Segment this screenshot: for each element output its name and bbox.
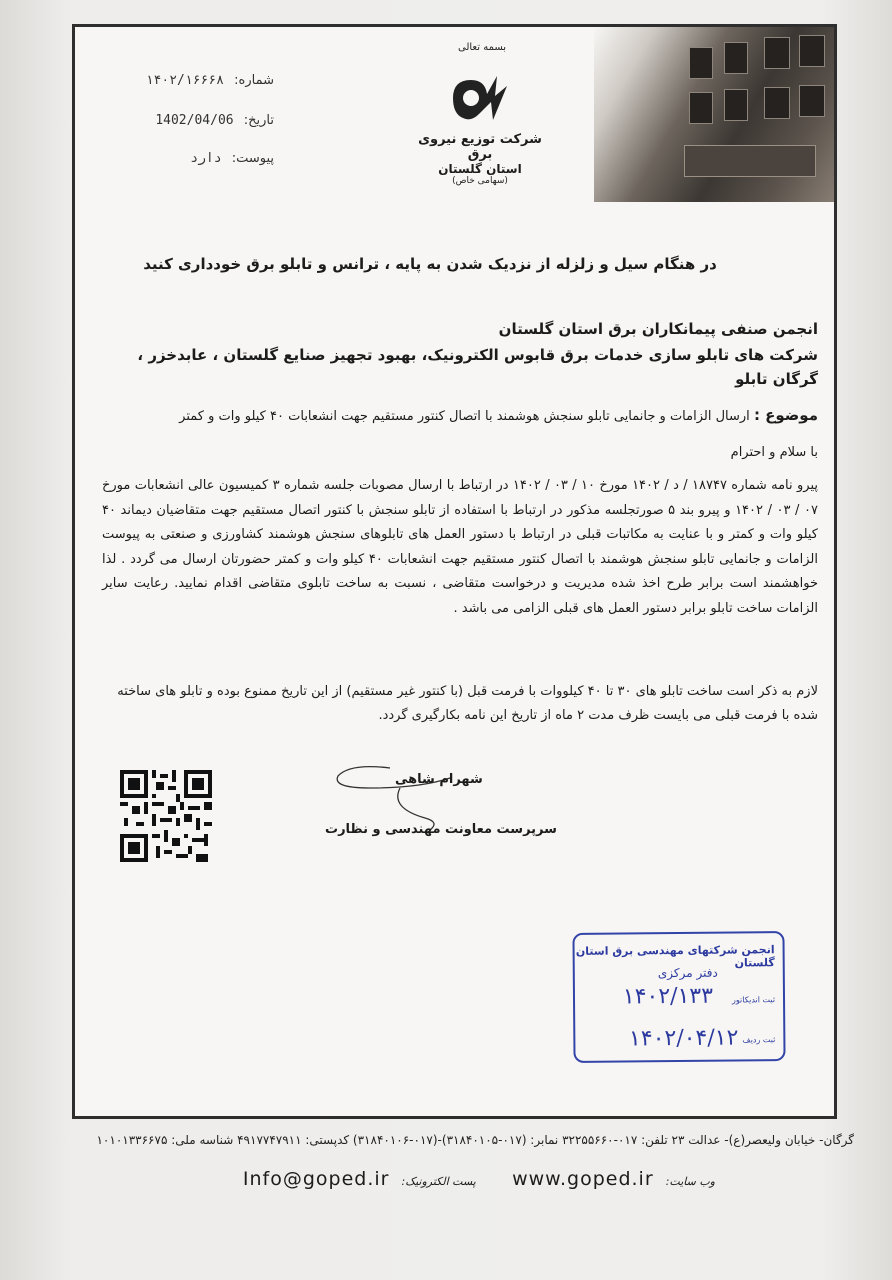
footer-web <box>215 1168 715 1190</box>
letter-number <box>146 73 274 88</box>
email-link[interactable]: Info@goped.ir <box>242 1168 390 1190</box>
stamp-org: انجمن شرکتهای مهندسی برق استان گلستان <box>575 943 775 970</box>
number-value: ۱۴۰۲/۱۶۶۶۸ <box>145 73 225 88</box>
lightning-logo-icon <box>445 68 515 128</box>
company-logo <box>405 42 555 186</box>
logo-top-text: بسمه تعالی <box>458 42 507 53</box>
safety-warning: در هنگام سیل و زلزله از نزدیک شدن به پایه ، ترانس و تابلو برق خودداری کنید <box>143 255 717 273</box>
company-province: استان گلستان <box>438 162 522 176</box>
subject <box>108 406 818 424</box>
letter-note: لازم به ذکر است ساخت تابلو های ۳۰ تا ۴۰ کیلووات با فرمت قبل (با کنتور غیر مستقیم) از این تاریخ ممنوع بوده و تابلو های ساخته شده با فرمت قبلی می بایست ظرف مدت ۲ ماه از تاریخ این نامه بکارگیری گردد. <box>117 684 818 723</box>
stamp-reg-date: ۱۴۰۲/۰۴/۱۲ <box>628 1025 739 1052</box>
greeting: با سلام و احترام <box>730 445 818 460</box>
website-label: وب سایت: <box>665 1175 715 1188</box>
attachment-value: دارد <box>190 151 222 166</box>
website-link[interactable]: www.goped.ir <box>512 1168 654 1190</box>
company-name: شرکت توزیع نیروی برق <box>418 132 542 162</box>
date-value: 1402/04/06 <box>155 113 234 128</box>
qr-code <box>120 770 212 862</box>
recipient-line-2: شرکت های تابلو سازی خدمات برق قابوس الکترونیک، بهبود تجهیز صنایع گلستان ، عابدخزر ، گرگان تابلو <box>137 346 818 388</box>
recipient-line-1: انجمن صنفی پیمانکاران برق استان گلستان <box>498 320 818 338</box>
stamp-office: دفتر مرکزی <box>657 965 718 981</box>
stamp-reg-number-label: ثبت اندیکاتور <box>731 995 776 1005</box>
number-label: شماره: <box>234 73 274 88</box>
building-photo <box>594 27 834 202</box>
stamp-reg-number: ۱۴۰۲/۱۳۳ <box>622 983 714 1010</box>
email-label: پست الکترونیک: <box>401 1175 476 1188</box>
body-paragraph: پیرو نامه شماره ۱۸۷۴۷ / د / ۱۴۰۲ مورخ ۱۰ / ۰۳ / ۱۴۰۲ در ارتباط با ارسال مصوبات جلسه شماره ۳ کمیسیون عالی انشعابات مورخ ۰۷ / ۰۳ / ۱۴۰۲ و پیرو بند ۵ صورتجلسه مذکور در ارتباط با استفاده از تابلو سنجش با کنتور اتصال مستقیم جهت متقاضیان دیماند ۴۰ کیلو وات و کمتر و با عنایت به مکاتبات قبلی در ارتباط با دستور العمل های تابلوهای سنجش هوشمند کشاورزی و صنعتی به پیوست الزامات و جانمایی تابلو سنجش هوشمند با اتصال کنتور مستقیم جهت انشعابات ۴۰ کیلو وات و کمتر حضورتان ارسال می گردد . لذا خواهشمند است برابر طرح اخذ شده مدیریت و درخواست متقاضی ، نسبت به ساخت تابلوی متقاضی اقدام نمایید. رعایت سایر الزامات ساخت تابلو برابر دستور العمل های قبلی الزامی می باشد . <box>102 478 819 616</box>
registration-stamp <box>572 931 785 1063</box>
subject-label: موضوع : <box>753 406 818 424</box>
date-label: تاریخ: <box>243 113 274 128</box>
letter-date <box>155 113 274 128</box>
attachment-label: پیوست: <box>231 151 274 166</box>
company-type: (سهامی خاص) <box>452 176 508 186</box>
signatory-title: سرپرست معاونت مهندسی و نظارت <box>325 822 557 837</box>
footer-contact: گرگان- خیابان ولیعصر(ع)- عدالت ۲۳ تلفن: ۰۱۷-۳۲۲۵۵۶۶۰ نمابر: (۰۱۷-۳۱۸۴۰۱۰۵)-(۰۱۷-۳۱۸۴۰۱۰۶) کدپستی: ۴۹۱۷۷۴۷۹۱۱ شناسه ملی: ۱۰۱۰۱۳۳۶۶۷۵ <box>96 1133 854 1147</box>
letter-body <box>102 474 818 621</box>
stamp-reg-date-label: ثبت ردیف <box>742 1035 776 1045</box>
signatory-name: شهرام شاهی <box>395 772 483 787</box>
letter-attachment <box>190 151 274 166</box>
subject-text: ارسال الزامات و جانمایی تابلو سنجش هوشمند با اتصال کنتور مستقیم جهت انشعابات ۴۰ کیلو وات و کمتر <box>179 409 750 424</box>
